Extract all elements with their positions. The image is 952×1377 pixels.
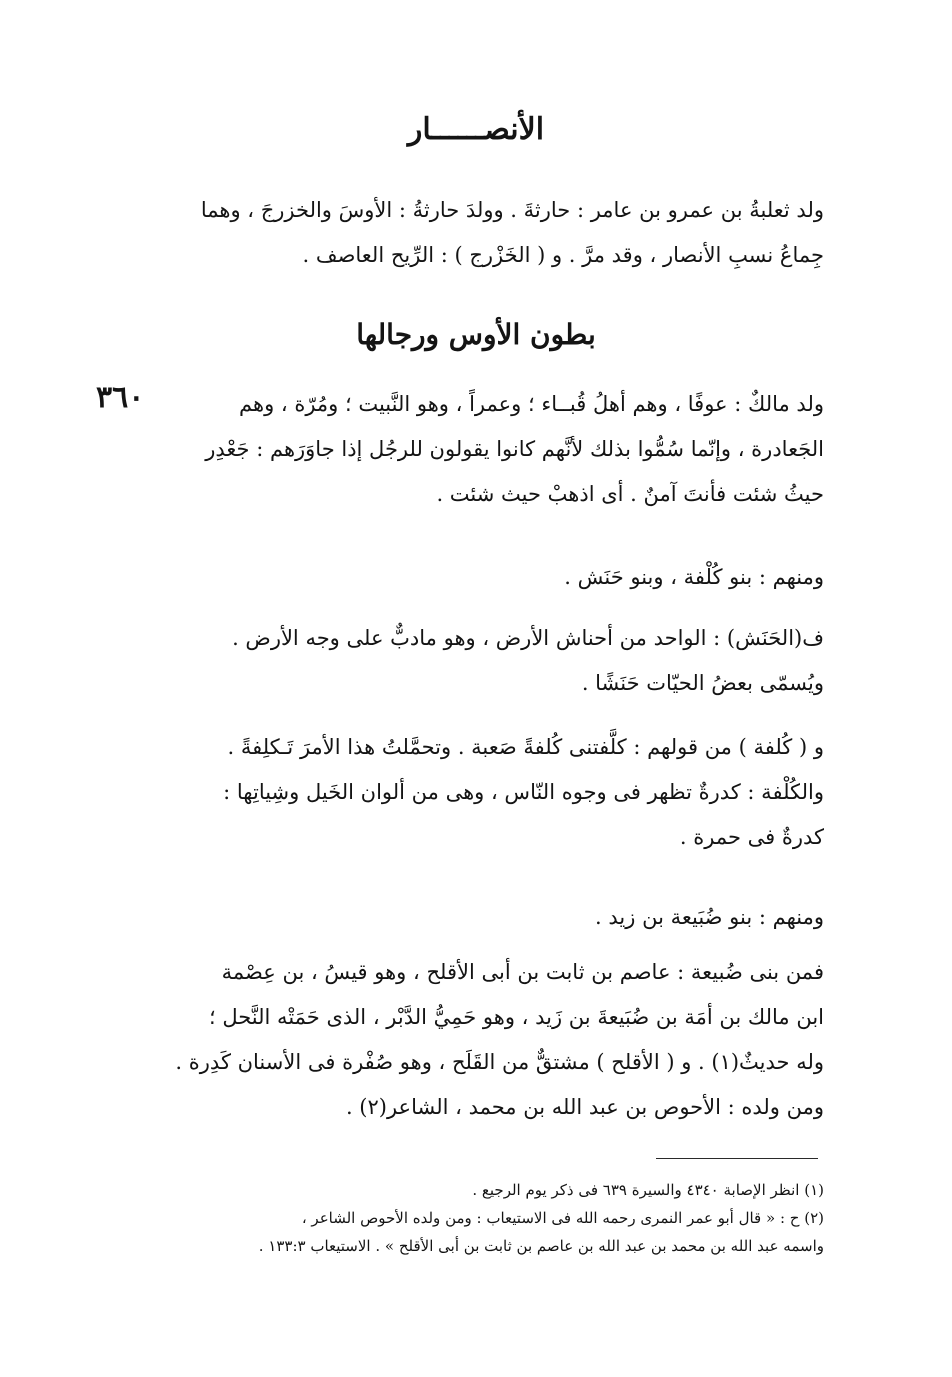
paragraph-6 <box>144 950 824 1130</box>
paragraph-1 <box>144 382 824 517</box>
intro-line-1: ولد ثعلبةُ بن عمرو بن عامر : حارثةَ . وولدَ حارثةُ : الأوسَ والخزرجَ ، وهما <box>200 198 824 222</box>
paragraph-6-line-4: ومن ولده : الأحوص بن عبد الله بن محمد ، الشاعر(٢) . <box>345 1095 824 1119</box>
paragraph-6-line-1: فمن بنى ضُبيعة : عاصم بن ثابت بن أبى الأقلح ، وهو قيسُ ، بن عِصْمة <box>221 960 824 984</box>
paragraph-5-line-1: ومنهم : بنو ضُبَيعة بن زيد . <box>595 905 824 929</box>
footnote-divider <box>656 1158 818 1159</box>
paragraph-1-line-3: حيثُ شئت فأنتَ آمنٌ . أى اذهبْ حيث شئت . <box>436 482 824 506</box>
paragraph-1-line-1: ولد مالكٌ : عوفًا ، وهم أهلُ قُبــاء ؛ وعمراً ، وهو النَّبيت ؛ ومُرّة ، وهم <box>239 392 824 416</box>
intro-line-2: جِماعُ نسبِ الأنصار ، وقد مرَّ . و ( الخَزْرج ) : الرِّيح العاصف . <box>302 243 824 267</box>
running-head: الأنصــــــار <box>407 112 545 147</box>
paragraph-5 <box>144 895 824 940</box>
section-title: بطون الأوس ورجالها <box>356 318 596 351</box>
paragraph-3 <box>144 616 824 706</box>
margin-page-number: ٣٦٠ <box>96 380 145 415</box>
paragraph-2 <box>144 555 824 600</box>
paragraph-6-line-3: وله حديثٌ(١) . و ( الأقلح ) مشتقٌّ من القَلَح ، وهو صُفْرة فى الأسنان كَدِرة . <box>175 1050 824 1074</box>
paragraph-6-line-2: ابن مالك بن أمَة بن ضُبَيعةَ بن زَيد ، وهو حَمِيُّ الدَّبْر ، الذى حَمَتْه النَّحل ؛ <box>209 1005 824 1029</box>
paragraph-3-line-1: ف(الحَنَش) : الواحد من أحناش الأرض ، وهو مادبٌّ على وجه الأرض . <box>232 626 824 650</box>
paragraph-4-line-3: كدرةٌ فى حمرة . <box>679 825 824 849</box>
footnote-1: (١) انظر الإصابة ٤٣٤٠ والسيرة ٦٣٩ فى ذكر يوم الرجيع . <box>472 1181 824 1199</box>
paragraph-1-line-2: الجَعادرة ، وإنّما سُمُّوا بذلك لأنَّهم كانوا يقولون للرجُل إذا جاوَرَهم : جَعْدِر <box>205 437 824 461</box>
paragraph-2-line-1: ومنهم : بنو كُلْفة ، وبنو حَنَش . <box>564 565 824 589</box>
footnotes <box>134 1176 824 1260</box>
paragraph-4-line-1: و ( كُلفة ) من قولهم : كلَّفتنى كُلفةً صَعبة . وتحمَّلتُ هذا الأمرَ تَـكلِفةً . <box>227 735 824 759</box>
intro-paragraph <box>144 188 824 278</box>
paragraph-4 <box>144 725 824 860</box>
paragraph-4-line-2: والكُلْفة : كدرةٌ تظهر فى وجوه النّاس ، وهى من ألوان الخَيل وشِياتِها : <box>223 780 824 804</box>
footnote-2-line-1: (٢) ح : « قال أبو عمر النمرى رحمه الله فى الاستيعاب : ومن ولده الأحوص الشاعر ، <box>301 1209 824 1227</box>
footnote-2-line-2: واسمه عبد الله بن محمد بن عبد الله بن عاصم بن ثابت بن أبى الأقلح » . الاستيعاب ١٣٣:٣ . <box>258 1237 824 1255</box>
paragraph-3-line-2: ويُسمّى بعضُ الحيّات حَنَشًا . <box>581 671 824 695</box>
